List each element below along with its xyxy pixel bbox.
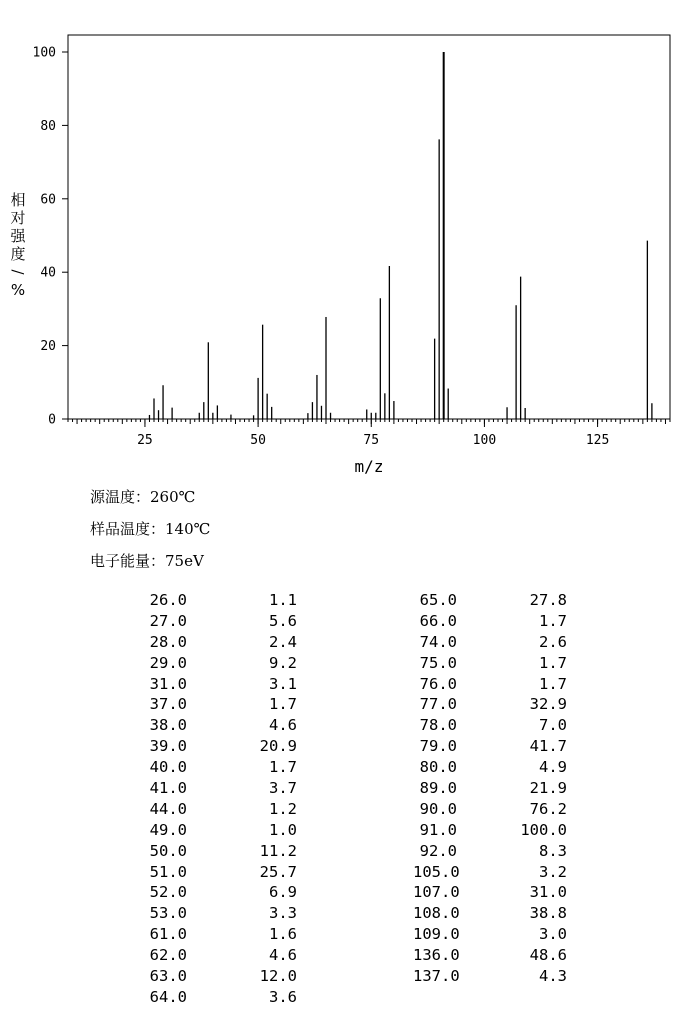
intensity-value: 5.6 — [269, 611, 297, 630]
mz-value: 89.0 — [419, 779, 457, 798]
intensity-value: 9.2 — [269, 653, 297, 672]
mz-value: 136.0 — [413, 946, 460, 965]
intensity-value: 31.0 — [529, 883, 567, 902]
table-row — [143, 778, 297, 799]
mz-value: 107.0 — [413, 883, 460, 902]
y-tick-label: 0 — [48, 412, 56, 428]
mz-value: 109.0 — [413, 925, 460, 944]
table-row — [143, 987, 297, 1008]
intensity-value: 1.1 — [269, 591, 297, 609]
table-row — [413, 674, 567, 695]
electron-energy: 电子能量：75eV — [90, 552, 204, 570]
x-axis-label: m/z — [354, 457, 384, 476]
mz-value: 53.0 — [149, 904, 187, 923]
table-row — [413, 924, 567, 945]
table-row — [143, 611, 297, 632]
mz-value: 40.0 — [149, 758, 187, 777]
mz-value: 79.0 — [419, 737, 457, 756]
table-row — [143, 903, 297, 924]
mz-value: 77.0 — [419, 695, 457, 714]
y-tick-label: 20 — [40, 339, 56, 355]
mz-value: 28.0 — [149, 632, 187, 651]
intensity-value: 25.7 — [259, 862, 297, 881]
mz-value: 50.0 — [149, 841, 187, 860]
intensity-value: 1.6 — [269, 925, 297, 944]
table-row — [143, 820, 297, 841]
table-row — [413, 694, 567, 715]
peak-table-left — [143, 590, 297, 1008]
mz-value: 65.0 — [419, 591, 457, 609]
mz-value: 64.0 — [149, 987, 187, 1006]
x-tick-label: 125 — [585, 433, 610, 448]
intensity-value: 12.0 — [259, 967, 297, 986]
table-row — [143, 653, 297, 674]
intensity-value: 32.9 — [529, 695, 567, 714]
intensity-value: 27.8 — [529, 591, 567, 609]
table-row — [143, 632, 297, 653]
intensity-value: 8.3 — [539, 841, 567, 860]
mz-value: 66.0 — [419, 611, 457, 630]
intensity-value: 3.7 — [269, 779, 297, 798]
table-row — [143, 841, 297, 862]
intensity-value: 3.1 — [269, 674, 297, 693]
mz-value: 27.0 — [149, 611, 187, 630]
table-row — [413, 736, 567, 757]
table-row — [413, 820, 567, 841]
mz-value: 108.0 — [413, 904, 460, 923]
mz-value: 37.0 — [149, 695, 187, 714]
intensity-value: 1.2 — [269, 799, 297, 818]
x-axis-ticks — [137, 419, 609, 448]
y-tick-label: 100 — [32, 45, 56, 61]
y-tick-label: 40 — [40, 265, 56, 281]
table-row — [143, 757, 297, 778]
y-tick-label: 80 — [40, 118, 56, 134]
intensity-value: 1.7 — [539, 653, 567, 672]
intensity-value: 1.0 — [269, 820, 297, 839]
source-temperature: 源温度：260℃ — [90, 488, 196, 506]
sample-temperature: 样品温度：140℃ — [90, 520, 211, 538]
mass-spectrum-chart — [0, 0, 696, 480]
table-row — [143, 966, 297, 987]
mz-value: 61.0 — [149, 925, 187, 944]
mz-value: 52.0 — [149, 883, 187, 902]
y-axis-label — [9, 191, 27, 299]
y-axis-label-char: 强 — [10, 227, 26, 245]
mz-value: 78.0 — [419, 716, 457, 735]
table-row — [413, 632, 567, 653]
table-row — [143, 882, 297, 903]
mz-value: 62.0 — [149, 946, 187, 965]
intensity-value: 4.9 — [539, 758, 567, 777]
y-axis-label-char: % — [10, 281, 26, 299]
table-row — [143, 694, 297, 715]
mz-value: 49.0 — [149, 820, 187, 839]
mz-value: 38.0 — [149, 716, 187, 735]
table-row — [413, 611, 567, 632]
mz-value: 39.0 — [149, 737, 187, 756]
intensity-value: 7.0 — [539, 716, 567, 735]
table-row — [413, 757, 567, 778]
table-row — [413, 966, 567, 987]
spectrum-peaks — [149, 52, 651, 419]
intensity-value: 1.7 — [539, 674, 567, 693]
table-row — [413, 882, 567, 903]
x-minor-ticks — [68, 419, 670, 424]
mz-value: 63.0 — [149, 967, 187, 986]
intensity-value: 41.7 — [529, 737, 567, 756]
y-axis-ticks — [33, 46, 68, 428]
table-row — [143, 799, 297, 820]
mz-value: 137.0 — [413, 967, 460, 986]
mz-value: 74.0 — [419, 632, 457, 651]
table-row — [143, 924, 297, 945]
intensity-value: 2.4 — [269, 632, 297, 651]
table-row — [413, 778, 567, 799]
y-axis-label-char: 对 — [10, 209, 26, 227]
peak-table-right — [413, 590, 567, 987]
intensity-value: 3.6 — [269, 987, 297, 1006]
mz-value: 105.0 — [413, 862, 460, 881]
intensity-value: 11.2 — [259, 841, 297, 860]
mz-value: 41.0 — [149, 779, 187, 798]
x-tick-label: 25 — [137, 433, 153, 448]
x-tick-label: 50 — [250, 433, 266, 448]
intensity-value: 76.2 — [529, 799, 567, 818]
intensity-value: 1.7 — [269, 695, 297, 714]
y-axis-label-char: 相 — [10, 191, 26, 209]
intensity-value: 6.9 — [269, 883, 297, 902]
x-tick-label: 100 — [472, 433, 497, 448]
mz-value: 92.0 — [419, 841, 457, 860]
table-row — [143, 736, 297, 757]
table-row — [413, 945, 567, 966]
intensity-value: 3.0 — [539, 925, 567, 944]
table-row — [143, 590, 297, 611]
table-row — [413, 903, 567, 924]
table-row — [413, 841, 567, 862]
mz-value: 51.0 — [149, 862, 187, 881]
y-axis-label-char: / — [9, 269, 27, 275]
mz-value: 91.0 — [419, 820, 457, 839]
intensity-value: 100.0 — [520, 820, 567, 839]
mz-value: 90.0 — [419, 799, 457, 818]
intensity-value: 3.2 — [539, 862, 567, 881]
mz-value: 75.0 — [419, 653, 457, 672]
intensity-value: 20.9 — [259, 737, 297, 756]
intensity-value: 3.3 — [269, 904, 297, 923]
intensity-value: 2.6 — [539, 632, 567, 651]
intensity-value: 4.6 — [269, 716, 297, 735]
y-tick-label: 60 — [40, 192, 56, 208]
table-row — [143, 715, 297, 736]
intensity-value: 4.3 — [539, 967, 567, 986]
intensity-value: 1.7 — [269, 758, 297, 777]
intensity-value: 48.6 — [529, 946, 567, 965]
mz-value: 76.0 — [419, 674, 457, 693]
table-row — [143, 674, 297, 695]
intensity-value: 21.9 — [529, 779, 567, 798]
table-row — [413, 862, 567, 883]
table-row — [143, 945, 297, 966]
mz-value: 31.0 — [149, 674, 187, 693]
mz-value: 29.0 — [149, 653, 187, 672]
table-row — [413, 590, 567, 611]
table-row — [143, 862, 297, 883]
table-row — [413, 653, 567, 674]
x-tick-label: 75 — [363, 433, 380, 448]
table-row — [413, 715, 567, 736]
y-axis-label-char: 度 — [10, 245, 26, 263]
table-row — [413, 799, 567, 820]
plot-frame — [68, 35, 670, 419]
mz-value: 26.0 — [149, 591, 187, 609]
intensity-value: 4.6 — [269, 946, 297, 965]
intensity-value: 1.7 — [539, 611, 567, 630]
mz-value: 44.0 — [149, 799, 187, 818]
intensity-value: 38.8 — [529, 904, 567, 923]
mz-value: 80.0 — [419, 758, 457, 777]
